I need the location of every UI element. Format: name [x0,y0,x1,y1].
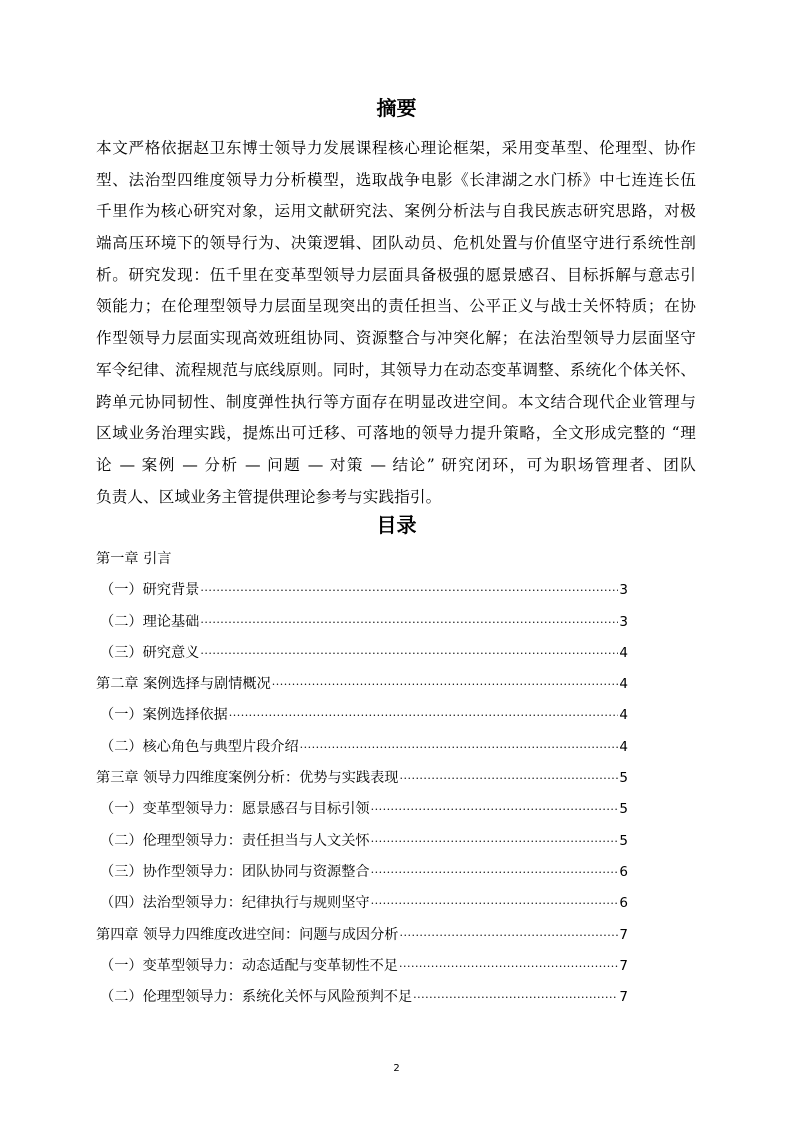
toc-entry-title: （四）法治型领导力：纪律执行与规则坚守 [100,895,370,912]
toc-leader-dots [399,772,618,785]
toc-leader-dots [200,647,618,660]
toc-leader-dots [399,929,618,942]
toc-entry-title: （一）变革型领导力：动态适配与变革韧性不足 [100,957,398,974]
toc-page-number: 5 [619,832,628,849]
table-of-contents [96,548,628,1017]
abstract-line: 区域业务治理实践，提炼出可迁移、可落地的领导力提升策略，全文形成完整的 “理 [96,424,696,443]
toc-page-number: 5 [619,770,628,787]
toc-page-number: 4 [619,738,628,755]
toc-chapter-entry[interactable] [96,673,628,704]
abstract-line: 端高压环境下的领导行为、决策逻辑、团队动员、危机处置与价值坚守进行系统性剖 [96,234,696,253]
toc-page-number: 5 [619,801,628,818]
toc-chapter-entry[interactable] [96,924,628,955]
toc-section-entry[interactable] [96,579,628,610]
abstract-body [96,133,696,513]
toc-section-entry[interactable] [96,892,628,923]
toc-chapter-entry[interactable] [96,548,628,579]
toc-leader-dots [371,835,619,848]
toc-section-entry[interactable] [96,861,628,892]
toc-page-number: 7 [619,957,628,974]
toc-page-number: 7 [619,989,628,1006]
toc-entry-title: 第一章 引言 [96,551,172,567]
toc-leader-dots [371,866,619,879]
toc-entry-title: （一）研究背景 [100,582,200,599]
toc-leader-dots [200,584,618,597]
toc-section-entry[interactable] [96,704,628,735]
toc-page-number: 7 [619,926,628,943]
abstract-line: 军令纪律、流程规范与底线原则。同时，其领导力在动态变革调整、系统化个体关怀、 [96,360,696,379]
toc-section-entry[interactable] [96,642,628,673]
toc-entry-title: （三）协作型领导力：团队协同与资源整合 [100,863,370,880]
toc-section-entry[interactable] [96,611,628,642]
toc-heading: 目录 [376,513,417,537]
abstract-line: 千里作为核心研究对象，运用文献研究法、案例分析法与自我民族志研究思路，对极 [96,202,696,221]
toc-entry-title: （一）案例选择依据 [100,707,228,724]
toc-page-number: 4 [619,676,628,693]
toc-section-entry[interactable] [96,736,628,767]
toc-section-entry[interactable] [96,955,628,986]
toc-leader-dots [371,803,619,816]
toc-entry-title: （二）理论基础 [100,613,200,630]
abstract-line: 论 — 案例 — 分析 — 问题 — 对策 — 结论” 研究闭环，可为职场管理者、团队 [96,455,696,474]
toc-entry-title: 第四章 领导力四维度改进空间：问题与成因分析 [96,926,399,943]
toc-chapter-entry[interactable] [96,767,628,798]
toc-leader-dots [272,678,619,691]
toc-leader-dots [399,960,618,973]
toc-section-entry[interactable] [96,830,628,861]
toc-leader-dots [229,709,619,722]
toc-entry-title: 第三章 领导力四维度案例分析：优势与实践表现 [96,770,399,787]
toc-page-number: 3 [619,613,628,630]
toc-leader-dots [300,741,619,754]
toc-entry-title: 第二章 案例选择与剧情概况 [96,676,271,693]
toc-entry-title: （二）核心角色与典型片段介绍 [100,738,299,755]
toc-entry-title: （二）伦理型领导力：系统化关怀与风险预判不足 [100,989,413,1006]
abstract-heading: 摘要 [376,96,417,120]
toc-page-number: 4 [619,644,628,661]
toc-leader-dots [371,897,619,910]
toc-page-number: 3 [619,582,628,599]
abstract-line: 作型领导力层面实现高效班组协同、资源整合与冲突化解；在法治型领导力层面坚守 [96,329,696,348]
toc-page-number: 6 [619,863,628,880]
abstract-line: 析。研究发现：伍千里在变革型领导力层面具备极强的愿景感召、目标拆解与意志引 [96,265,696,284]
abstract-line: 负责人、区域业务主管提供理论参考与实践指引。 [96,487,442,506]
toc-leader-dots [413,991,618,1004]
toc-entry-title: （三）研究意义 [100,644,200,661]
toc-section-entry[interactable] [96,986,628,1017]
toc-section-entry[interactable] [96,798,628,829]
toc-page-number: 4 [619,707,628,724]
abstract-line: 领能力；在伦理型领导力层面呈现突出的责任担当、公平正义与战士关怀特质；在协 [96,297,696,316]
abstract-line: 跨单元协同韧性、制度弹性执行等方面存在明显改进空间。本文结合现代企业管理与 [96,392,696,411]
toc-leader-dots [200,616,618,629]
toc-page-number: 6 [619,895,628,912]
abstract-line: 型、法治型四维度领导力分析模型，选取战争电影《长津湖之水门桥》中七连连长伍 [96,170,696,189]
toc-entry-title: （二）伦理型领导力：责任担当与人文关怀 [100,832,370,849]
toc-entry-title: （一）变革型领导力：愿景感召与目标引领 [100,801,370,818]
page-number: 2 [393,1063,400,1074]
abstract-line: 本文严格依据赵卫东博士领导力发展课程核心理论框架，采用变革型、伦理型、协作 [96,139,696,157]
